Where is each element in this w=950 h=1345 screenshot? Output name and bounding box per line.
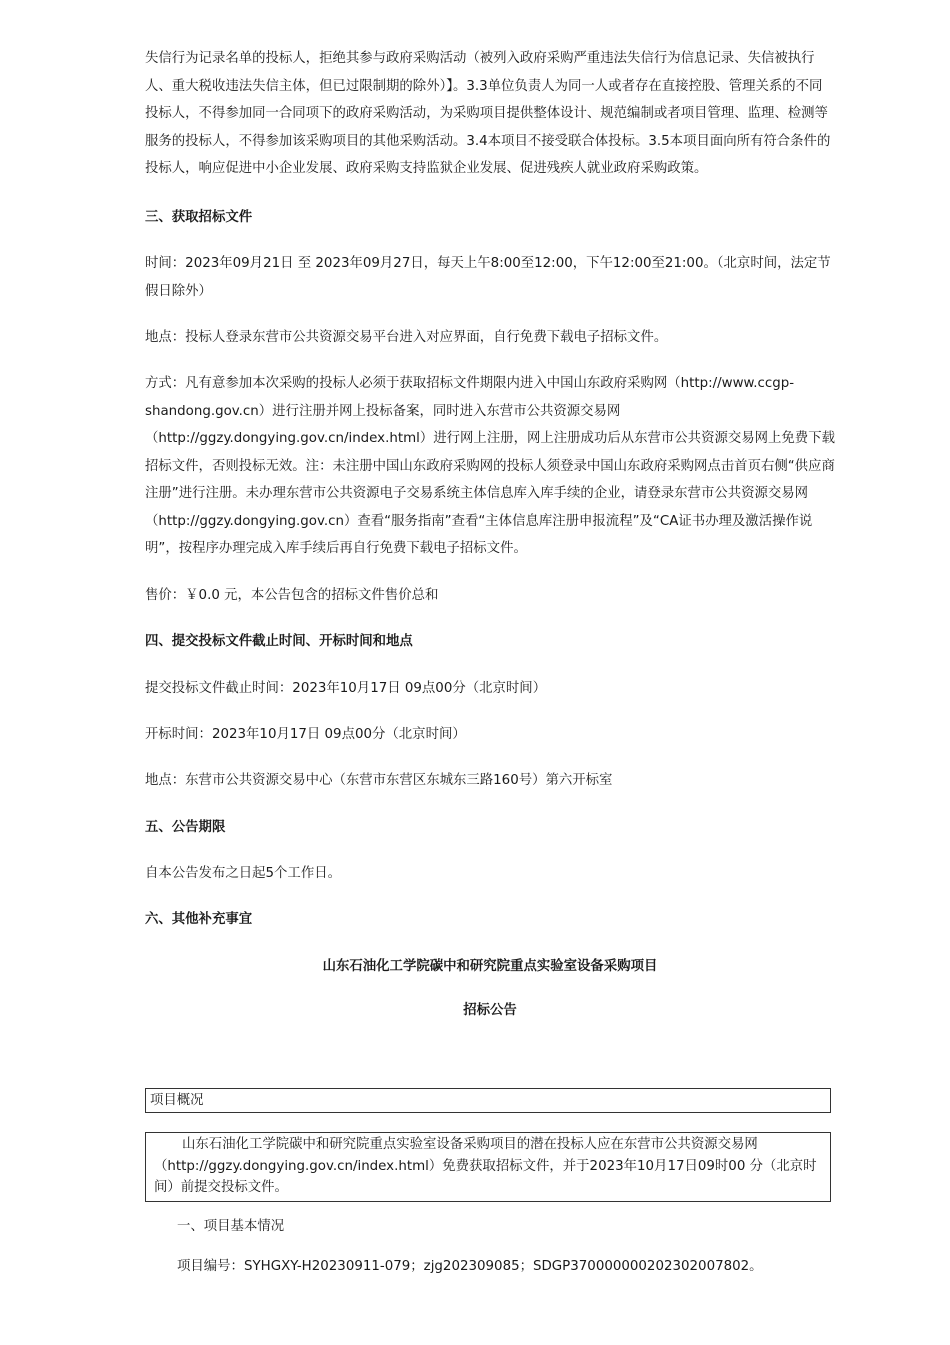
section3-heading: 三、获取招标文件	[145, 210, 253, 225]
notice-period-text: 自本公告发布之日起5个工作日。	[145, 866, 341, 881]
acquire-method: 方式：凡有意参加本次采购的投标人必须于获取招标文件期限内进入中国山东政府采购网（http://www.ccgp-shandong.gov.cn）进行注册并网上投标备案，同时进入东营市公共资源交易网（http://ggzy.dongying.gov.cn/index.html）进行网上注册，网上注册成功后从东营市公共资源交易网上免费下载招标文件，否则投标无效。注：未注册中国山东政府采购网的投标人须登录中国山东政府采购网点击首页右侧“供应商注册”进行注册。未办理东营市公共资源电子交易系统主体信息库入库手续的企业，请登录东营市公共资源交易网（http://ggzy.dongying.gov.cn）查看“服务指南”查看“主体信息库注册申报流程”及“CA证书办理及激活操作说明”，按程序办理完成入库手续后再自行免费下载电子招标文件。	[145, 376, 835, 556]
section4-heading: 四、提交投标文件截止时间、开标时间和地点	[145, 634, 413, 649]
embedded-project-title: 山东石油化工学院碳中和研究院重点实验室设备采购项目	[322, 959, 658, 974]
document-price: 售价：￥0.0 元，本公告包含的招标文件售价总和	[145, 588, 439, 603]
project-number: 项目编号：SYHGXY-H20230911-079；zjg202309085；SDGP370000000202302007802。	[177, 1259, 763, 1274]
embedded-notice-title: 招标公告	[463, 1003, 517, 1018]
acquire-time: 时间：2023年09月21日 至 2023年09月27日，每天上午8:00至12:00，下午12:00至21:00。（北京时间，法定节假日除外）	[145, 256, 831, 299]
submission-deadline: 提交投标文件截止时间：2023年10月17日 09点00分（北京时间）	[145, 681, 547, 696]
opening-place: 地点：东营市公共资源交易中心（东营市东营区东城东三路160号）第六开标室	[145, 773, 613, 788]
opening-time: 开标时间：2023年10月17日 09点00分（北京时间）	[145, 727, 466, 742]
section5-heading: 五、公告期限	[145, 820, 226, 835]
overview-text-box: 山东石油化工学院碳中和研究院重点实验室设备采购项目的潜在投标人应在东营市公共资源交易网（http://ggzy.dongying.gov.cn/index.html）免费获取招标文件，并于2023年10月17日09时00 分（北京时间）前提交投标文件。	[145, 1132, 831, 1202]
section6-heading: 六、其他补充事宜	[145, 912, 253, 927]
continuation-paragraph: 失信行为记录名单的投标人，拒绝其参与政府采购活动（被列入政府采购严重违法失信行为信息记录、失信被执行人、重大税收违法失信主体，但已过限制期的除外）】。3.3单位负责人为同一人或者存在直接控股、管理关系的不同投标人，不得参加同一合同项下的政府采购活动，为采购项目提供整体设计、规范编制或者项目管理、监理、检测等服务的投标人，不得参加该采购项目的其他采购活动。3.4本项目不接受联合体投标。3.5本项目面向所有符合条件的投标人，响应促进中小企业发展、政府采购支持监狱企业发展、促进残疾人就业政府采购政策。	[145, 51, 831, 176]
acquire-place: 地点：投标人登录东营市公共资源交易平台进入对应界面，自行免费下载电子招标文件。	[145, 330, 668, 345]
overview-label-box: 项目概况	[145, 1088, 831, 1113]
basic-info-heading: 一、项目基本情况	[177, 1219, 285, 1234]
